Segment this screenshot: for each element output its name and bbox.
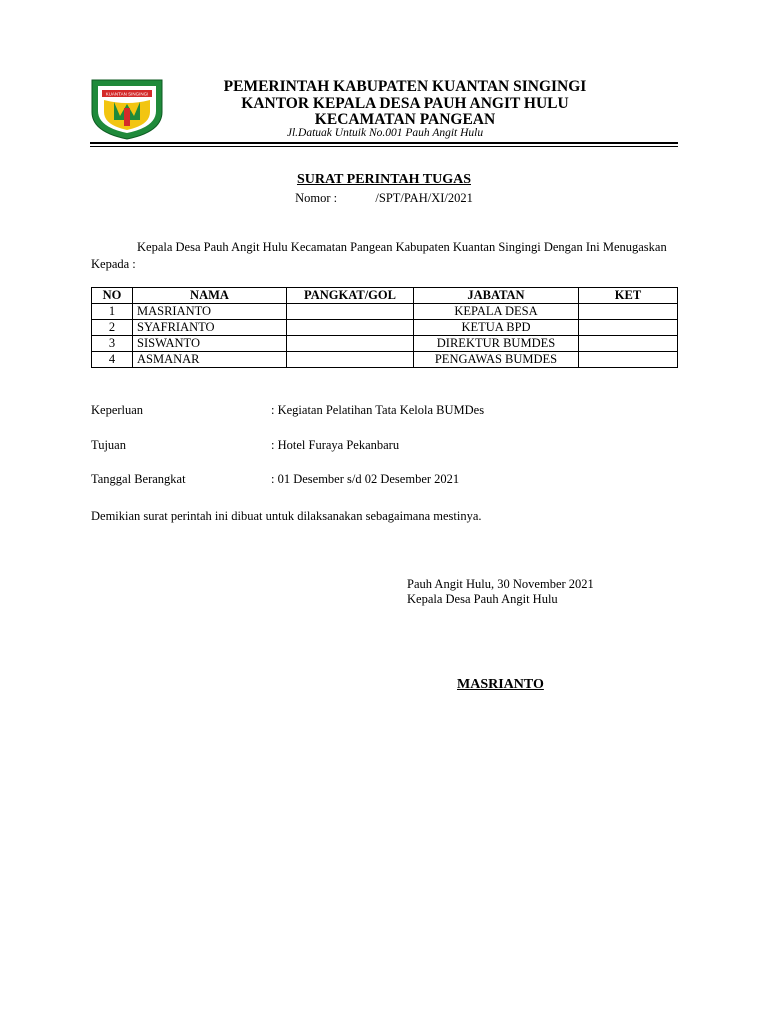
signature-position: Kepala Desa Pauh Angit Hulu [407,592,558,606]
col-no-header: NO [92,288,133,304]
cell-pangkat [287,336,414,352]
header-rule-thin [90,146,678,147]
closing-statement: Demikian surat perintah ini dibuat untuk dilaksanakan sebagaimana mestinya. [91,509,482,523]
cell-nama: SYAFRIANTO [133,320,287,336]
signature-place-date: Pauh Angit Hulu, 30 November 2021 [407,577,594,591]
cell-jabatan: DIREKTUR BUMDES [414,336,579,352]
tujuan-label: Tujuan [91,438,126,452]
cell-pangkat [287,304,414,320]
intro-paragraph: Kepala Desa Pauh Angit Hulu Kecamatan Pangean Kabupaten Kuantan Singingi Dengan Ini Menugaskan Kepada : [91,240,667,271]
cell-ket [579,336,678,352]
personnel-table [91,287,678,368]
tanggal-label: Tanggal Berangkat [91,472,186,486]
header-address: Jl.Datuak Untuik No.001 Pauh Angit Hulu [286,127,484,139]
col-jabatan-header: JABATAN [414,288,579,304]
nomor-label: Nomor : [295,191,338,205]
signature-name: MASRIANTO [457,677,544,692]
regency-logo [90,78,164,140]
cell-pangkat [287,320,414,336]
nomor-value: /SPT/PAH/XI/2021 [375,191,473,205]
cell-no: 4 [92,352,133,368]
tanggal-value: : 01 Desember s/d 02 Desember 2021 [271,472,460,486]
cell-no: 1 [92,304,133,320]
cell-ket [579,320,678,336]
tujuan-value: : Hotel Furaya Pekanbaru [271,438,400,452]
table-row [92,320,678,336]
table-row [92,352,678,368]
table-row [92,304,678,320]
col-nama-header: NAMA [133,288,287,304]
cell-jabatan: KEPALA DESA [414,304,579,320]
header-district: KECAMATAN PANGEAN [314,111,496,128]
cell-ket [579,304,678,320]
header-government: PEMERINTAH KABUPATEN KUANTAN SINGINGI [223,78,587,95]
cell-jabatan: KETUA BPD [414,320,579,336]
cell-jabatan: PENGAWAS BUMDES [414,352,579,368]
header-office: KANTOR KEPALA DESA PAUH ANGIT HULU [241,95,569,112]
document-number [90,191,678,206]
svg-text:KUANTAN SINGINGI: KUANTAN SINGINGI [105,91,149,97]
cell-nama: SISWANTO [133,336,287,352]
cell-no: 3 [92,336,133,352]
keperluan-value: : Kegiatan Pelatihan Tata Kelola BUMDes [271,403,485,417]
cell-ket [579,352,678,368]
cell-nama: MASRIANTO [133,304,287,320]
document-title: SURAT PERINTAH TUGAS [296,172,471,187]
table-header-row [92,288,678,304]
col-pangkat-header: PANGKAT/GOL [287,288,414,304]
keperluan-label: Keperluan [91,403,144,417]
header-rule-thick [90,142,678,144]
table-row [92,336,678,352]
col-ket-header: KET [579,288,678,304]
cell-no: 2 [92,320,133,336]
cell-pangkat [287,352,414,368]
cell-nama: ASMANAR [133,352,287,368]
